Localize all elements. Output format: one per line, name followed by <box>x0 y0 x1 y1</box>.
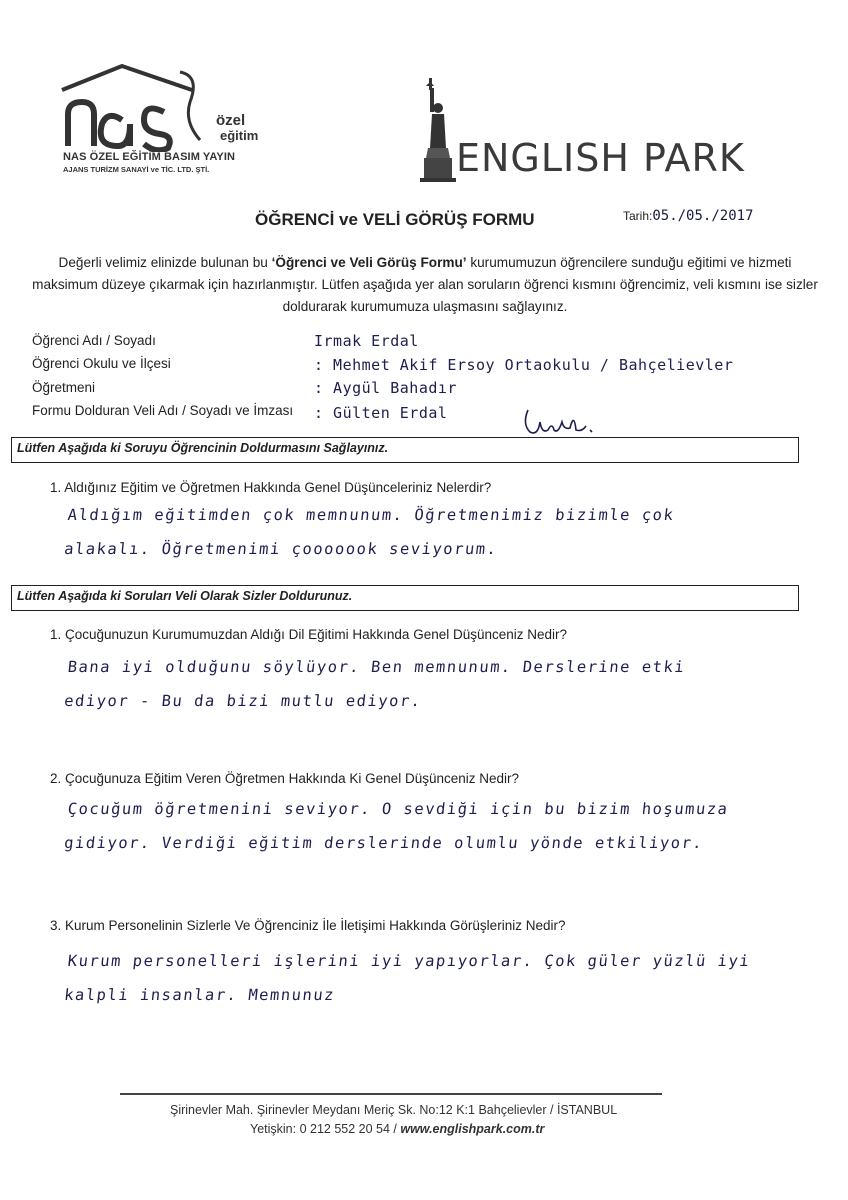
school-label: Öğrenci Okulu ve İlçesi <box>32 356 171 371</box>
parent-question-1: 1. Çocuğunuzun Kurumumuzdan Aldığı Dil Eğitimi Hakkında Genel Düşünceniz Nedir? <box>50 627 568 642</box>
teacher-label: Öğretmeni <box>32 380 96 395</box>
teacher-value: : Aygül Bahadır <box>314 379 457 397</box>
nas-company-name: NAS ÖZEL EĞİTİM BASIM YAYIN <box>63 151 236 163</box>
parent-signature <box>520 400 600 440</box>
student-answer-1-line-2: alakalı. Öğretmenimi çooooook seviyorum. <box>63 540 499 558</box>
date-label: Tarih: <box>623 209 653 223</box>
parent-section-title: Lütfen Aşağıda ki Soruları Veli Olarak Sizler Doldurunuz. <box>17 589 353 603</box>
parent-answer-1-line-1: Bana iyi olduğunu söylüyor. Ben memnunum. Derslerine etki <box>66 658 687 676</box>
nas-ozel-text: özel <box>216 112 246 129</box>
student-name-label: Öğrenci Adı / Soyadı <box>32 333 156 348</box>
nas-egitim-text: eğitim <box>220 128 259 143</box>
student-answer-1 <box>62 498 809 566</box>
student-section-header <box>11 437 799 463</box>
parent-answer-3-line-2: kalpli insanlar. Memnunuz <box>63 986 336 1004</box>
statue-of-liberty-icon <box>418 78 458 183</box>
parent-section-header <box>11 585 799 611</box>
parent-value: : Gülten Erdal <box>314 404 448 422</box>
footer-contact <box>250 1122 544 1136</box>
intro-paragraph <box>30 252 820 318</box>
form-title: ÖĞRENCİ ve VELİ GÖRÜŞ FORMU <box>255 210 535 229</box>
parent-answer-2-line-2: gidiyor. Verdiği eğitim derslerinde olumlu yönde etkiliyor. <box>63 834 705 852</box>
parent-answer-3 <box>62 944 809 1012</box>
intro-part1: Değerli velimiz elinizde bulunan bu <box>58 255 272 270</box>
footer-divider <box>120 1093 662 1095</box>
school-value: : Mehmet Akif Ersoy Ortaokulu / Bahçelievler <box>314 356 734 374</box>
brand-name: ENGLISH PARK <box>456 136 745 180</box>
nas-company-subtitle: AJANS TURİZM SANAYİ ve TİC. LTD. ŞTİ. <box>63 165 210 174</box>
student-answer-1-line-1: Aldığım eğitimden çok memnunum. Öğretmenimiz bizimle çok <box>66 506 676 524</box>
parent-answer-2-line-1: Çocuğum öğretmenini seviyor. O sevdiği için bu bizim hoşumuza <box>66 800 730 818</box>
intro-bold: ‘Öğrenci ve Veli Görüş Formu’ <box>271 255 467 270</box>
student-name-value: Irmak Erdal <box>314 332 419 350</box>
date-value: 05./05./2017 <box>652 208 754 224</box>
parent-answer-2 <box>62 792 809 860</box>
parent-label: Formu Dolduran Veli Adı / Soyadı ve İmzası <box>32 403 294 418</box>
nas-logo <box>60 62 259 192</box>
parent-question-2: 2. Çocuğunuza Eğitim Veren Öğretmen Hakkında Ki Genel Düşünceniz Nedir? <box>50 771 519 786</box>
date-field <box>623 208 754 224</box>
english-park-logo <box>418 78 758 183</box>
student-question-1: 1. Aldığınız Eğitim ve Öğretmen Hakkında Genel Düşünceleriniz Nelerdir? <box>50 480 492 495</box>
footer-address: Şirinevler Mah. Şirinevler Meydanı Meriç Sk. No:12 K:1 Bahçelievler / İSTANBUL <box>170 1103 618 1117</box>
footer-website[interactable]: www.englishpark.com.tr <box>400 1122 545 1136</box>
nas-roof-icon <box>60 62 240 152</box>
parent-answer-1-line-2: ediyor - Bu da bizi mutlu ediyor. <box>63 692 423 710</box>
intro-part2: kurumumuzun öğrencilere sunduğu eğitimi ve hizmeti maksimum düzeye çıkarmak için hazırlanmıştır. Lütfen aşağıda yer alan soruların öğrenci kısmını öğrencimiz, veli kısmını ise sizler doldurarak kurumumuza ulaşmasını sağlayınız. <box>32 255 818 314</box>
parent-question-3: 3. Kurum Personelinin Sizlerle Ve Öğrenciniz İle İletişimi Hakkında Görüşleriniz Nedir? <box>50 918 566 933</box>
parent-answer-3-line-1: Kurum personelleri işlerini iyi yapıyorlar. Çok güler yüzlü iyi <box>66 952 752 970</box>
footer-phone: Yetişkin: 0 212 552 20 54 / <box>250 1122 401 1136</box>
parent-answer-1 <box>62 650 809 718</box>
student-section-title: Lütfen Aşağıda ki Soruyu Öğrencinin Doldurmasını Sağlayınız. <box>17 441 389 455</box>
